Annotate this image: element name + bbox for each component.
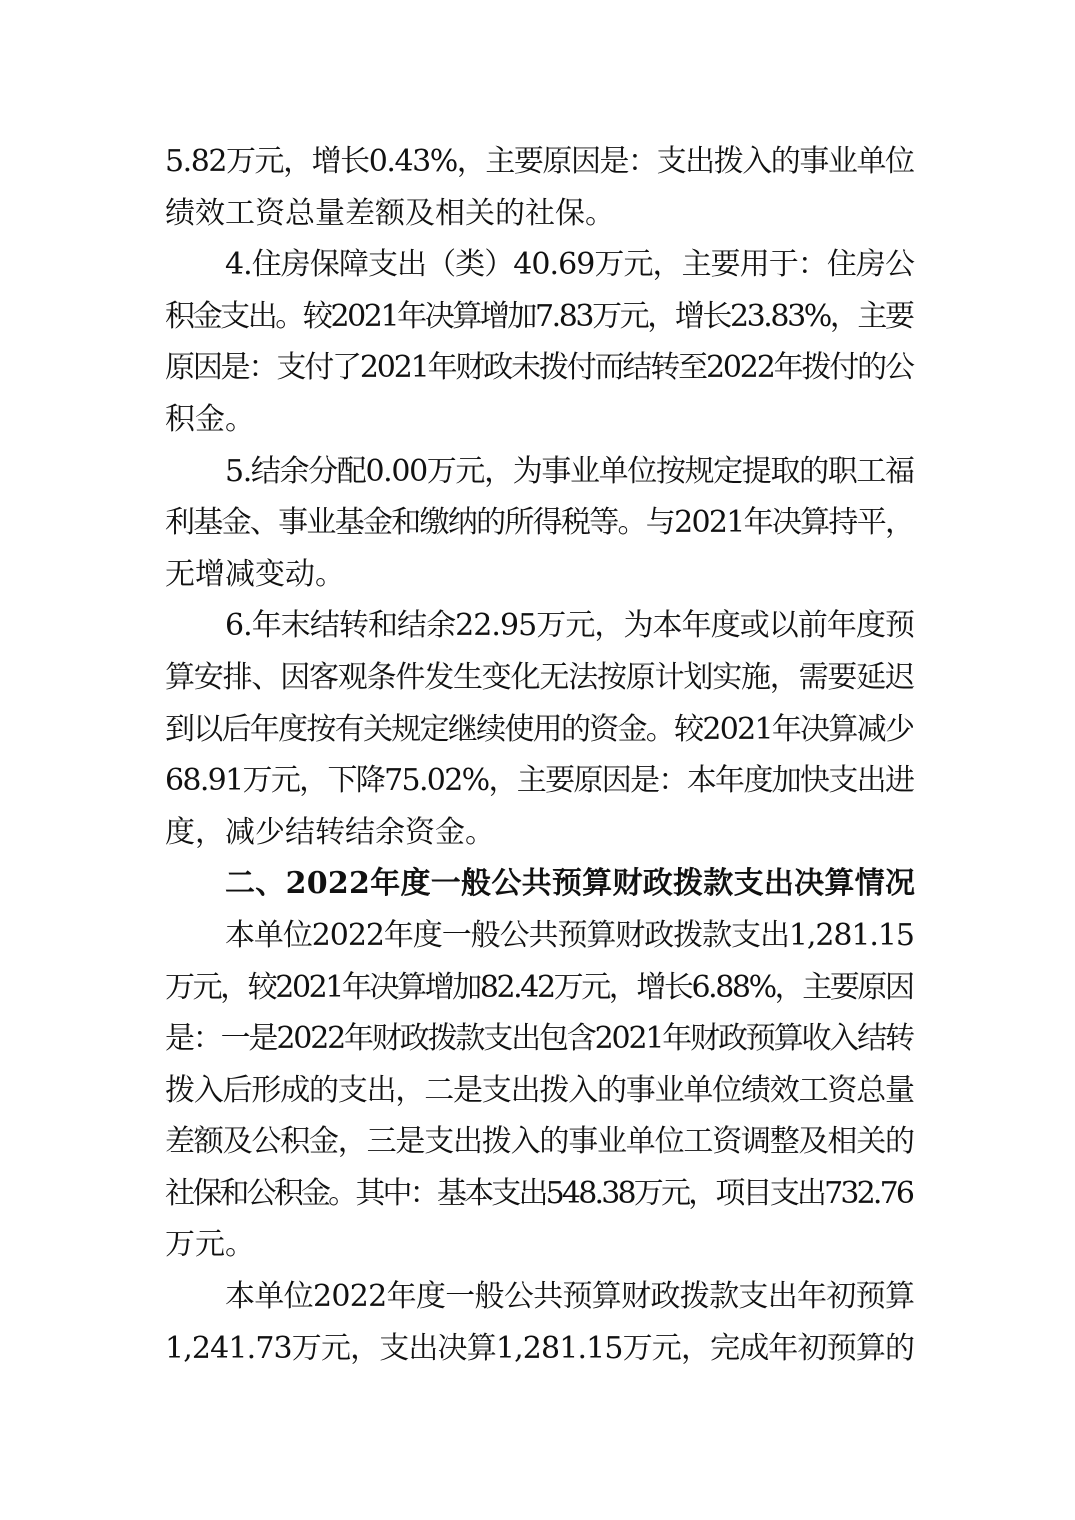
text-line: 5.82万元，增长0.43%，主要原因是：支出拨入的事业单位 bbox=[165, 144, 914, 179]
text-line: 到以后年度按有关规定继续使用的资金。较2021年决算减少 bbox=[165, 711, 914, 747]
text-line: 积金。 bbox=[165, 401, 255, 437]
text-line: 1,241.73万元，支出决算1,281.15万元，完成年初预算的 bbox=[165, 1330, 915, 1366]
text-line: 68.91万元，下降75.02%，主要原因是：本年度加快支出进 bbox=[165, 763, 914, 799]
text-line: 原因是：支付了2021年财政未拨付而结转至2022年拨付的公 bbox=[165, 350, 913, 386]
text-line: 5.结余分配0.00万元，为事业单位按规定提取的职工福 bbox=[225, 453, 914, 489]
text-line: 是：一是2022年财政拨款支出包含2021年财政预算收入结转 bbox=[165, 1021, 913, 1057]
text-line: 社保和公积金。其中：基本支出548.38万元，项目支出732.76 bbox=[165, 1175, 913, 1211]
text-line: 利基金、事业基金和缴纳的所得税等。与2021年决算持平， bbox=[165, 505, 914, 541]
text-line: 算安排、因客观条件发生变化无法按原计划实施，需要延迟 bbox=[165, 659, 914, 695]
text-line: 无增减变动。 bbox=[165, 556, 345, 592]
text-line: 4.住房保障支出（类）40.69万元，主要用于：住房公 bbox=[225, 247, 915, 283]
text-line: 度，减少结转结余资金。 bbox=[165, 814, 495, 850]
text-line: 拨入后形成的支出，二是支出拨入的事业单位绩效工资总量 bbox=[165, 1072, 914, 1108]
text-line: 积金支出。较2021年决算增加7.83万元，增长23.83%，主要 bbox=[165, 298, 913, 334]
text-line: 本单位2022年度一般公共预算财政拨款支出年初预算 bbox=[225, 1279, 915, 1315]
text-line: 差额及公积金，三是支出拨入的事业单位工资调整及相关的 bbox=[165, 1124, 914, 1160]
text-line: 万元，较2021年决算增加82.42万元，增长6.88%，主要原因 bbox=[165, 969, 913, 1005]
text-line: 万元。 bbox=[165, 1227, 255, 1263]
text-line: 6.年末结转和结余22.95万元，为本年度或以前年度预 bbox=[225, 608, 915, 644]
text-line: 绩效工资总量差额及相关的社保。 bbox=[165, 195, 615, 231]
section-heading: 二、2022年度一般公共预算财政拨款支出决算情况 bbox=[225, 866, 916, 902]
text-line: 本单位2022年度一般公共预算财政拨款支出1,281.15 bbox=[225, 917, 914, 953]
document-body bbox=[165, 136, 915, 1374]
